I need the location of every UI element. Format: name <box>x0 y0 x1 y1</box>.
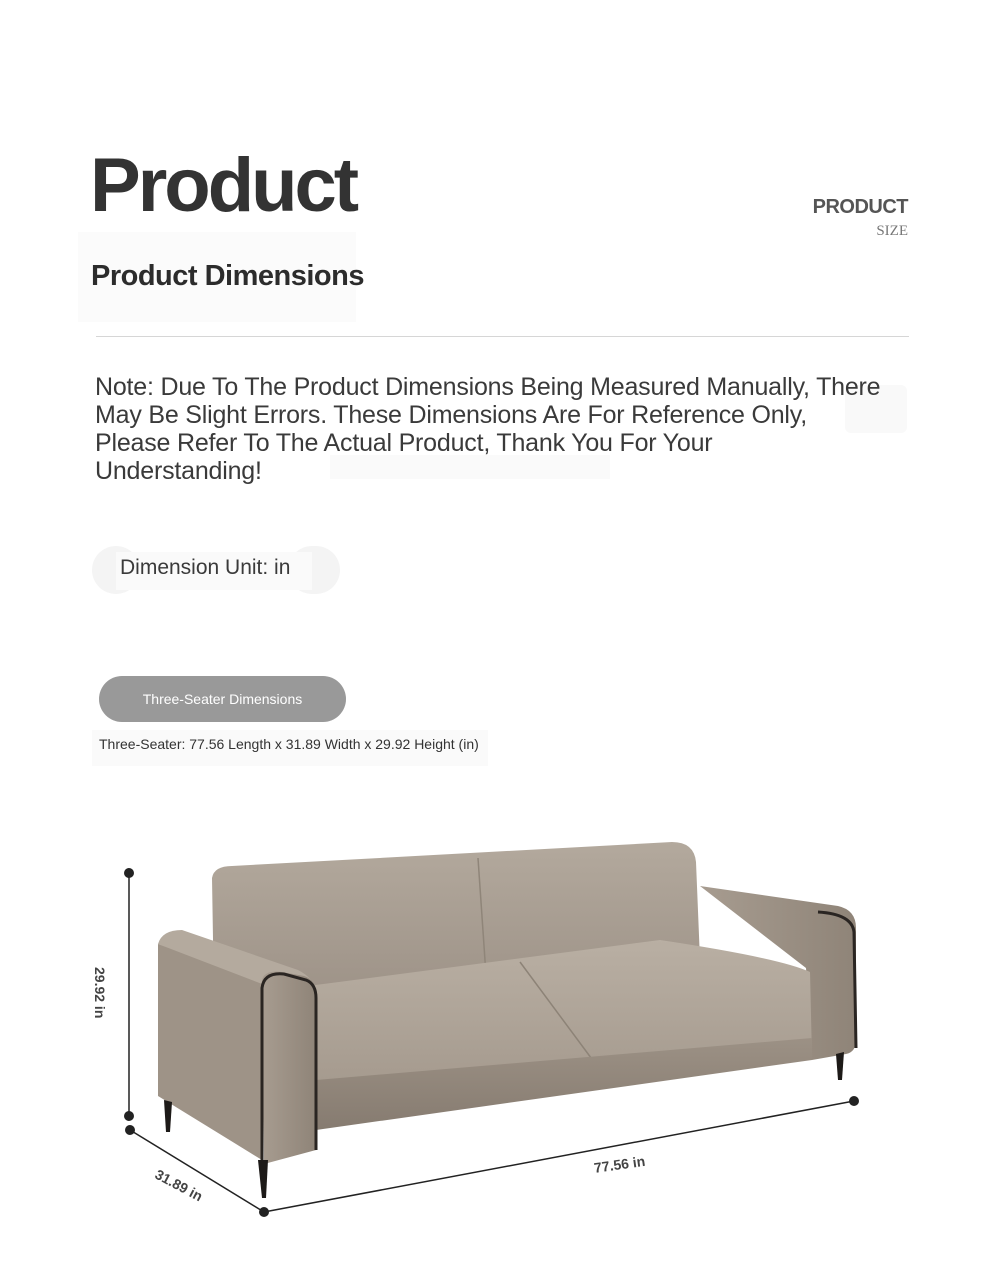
section-tag-main: PRODUCT <box>812 196 908 218</box>
three-seater-tab[interactable]: Three-Seater Dimensions <box>99 676 346 722</box>
measurement-note: Note: Due To The Product Dimensions Being Measured Manually, There May Be Slight Errors. These Dimensions Are For Reference Only, Please Refer To The Actual Product, Thank You For Your Understanding! <box>95 373 881 485</box>
height-label: 29.92 in <box>92 967 108 1019</box>
width-label: 77.56 in <box>593 1152 647 1176</box>
height-measure-dot <box>124 868 134 878</box>
depth-label: 31.89 in <box>152 1166 206 1205</box>
dimensions-text: Three-Seater: 77.56 Length x 31.89 Width x 29.92 Height (in) <box>99 736 479 752</box>
width-measure-dot <box>259 1207 269 1217</box>
sofa-left-arm-front <box>262 972 316 1164</box>
section-tag-sub: SIZE <box>876 223 908 239</box>
sofa-dimension-diagram <box>0 800 1000 1286</box>
page-title: Product <box>90 143 357 228</box>
page-subtitle: Product Dimensions <box>91 260 364 292</box>
sofa-leg <box>164 1100 172 1132</box>
depth-measure-dot <box>125 1125 135 1135</box>
dimension-unit-label: Dimension Unit: in <box>120 556 291 579</box>
height-measure-dot <box>124 1111 134 1121</box>
divider <box>96 336 909 337</box>
width-measure-dot <box>849 1096 859 1106</box>
sofa-leg <box>258 1160 268 1198</box>
sofa-leg <box>836 1052 844 1080</box>
